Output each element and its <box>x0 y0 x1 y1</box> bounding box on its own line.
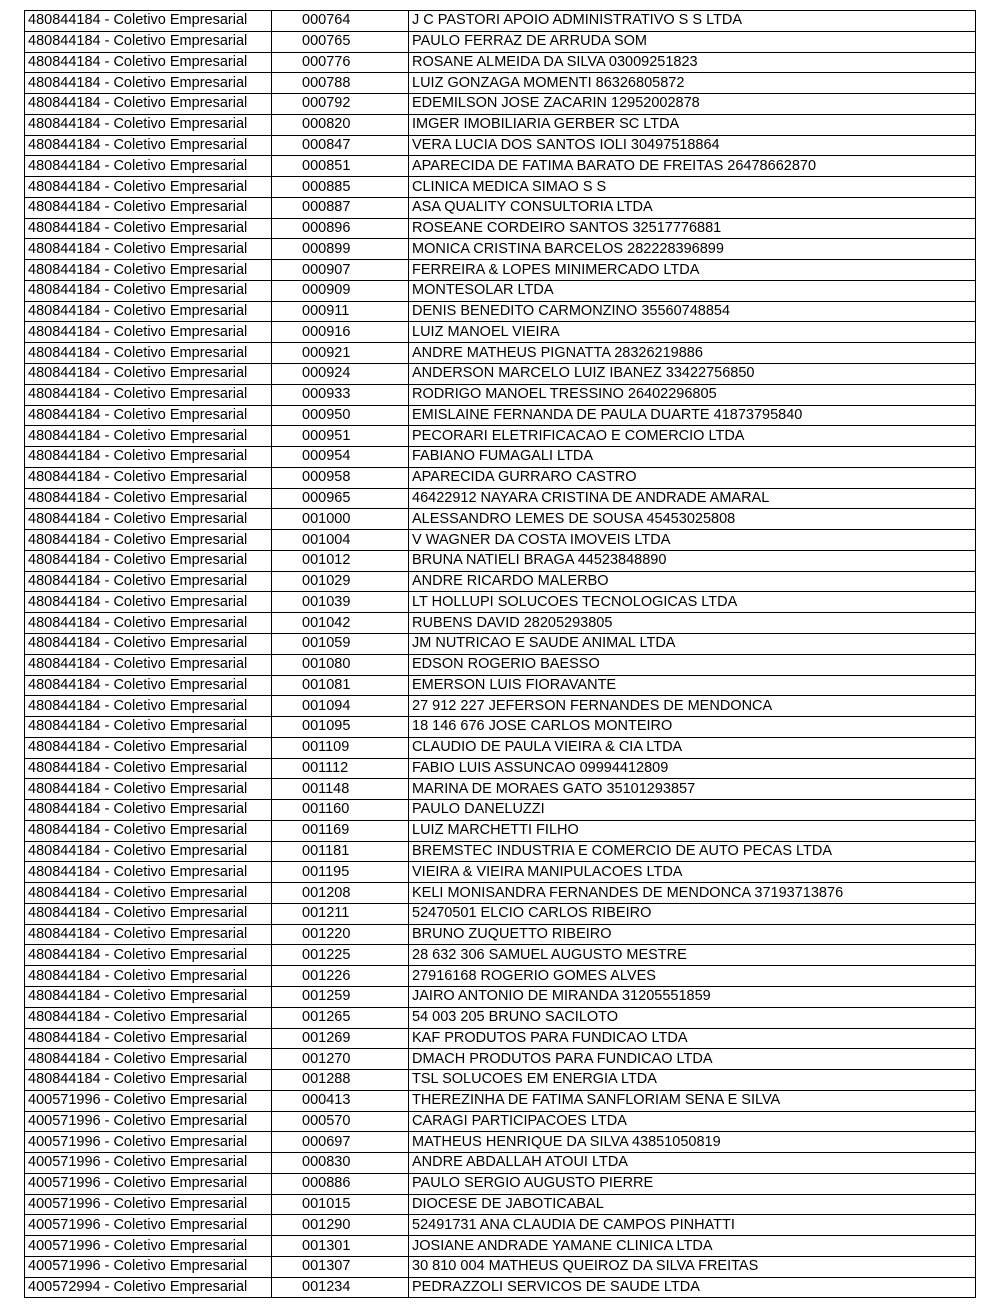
table-row <box>25 862 976 883</box>
name-cell: ANDRE ABDALLAH ATOUI LTDA <box>409 1153 976 1174</box>
code-cell: 000899 <box>272 239 409 260</box>
code-cell: 000764 <box>272 11 409 32</box>
contract-cell: 480844184 - Coletivo Empresarial <box>25 177 272 198</box>
table-row <box>25 613 976 634</box>
contract-cell: 480844184 - Coletivo Empresarial <box>25 737 272 758</box>
table-row <box>25 675 976 696</box>
table-row <box>25 654 976 675</box>
name-cell: ROSEANE CORDEIRO SANTOS 32517776881 <box>409 218 976 239</box>
code-cell: 000887 <box>272 197 409 218</box>
name-cell: FABIANO FUMAGALI LTDA <box>409 447 976 468</box>
code-cell: 001094 <box>272 696 409 717</box>
table-row <box>25 426 976 447</box>
code-cell: 001234 <box>272 1277 409 1298</box>
name-cell: APARECIDA GURRARO CASTRO <box>409 467 976 488</box>
table-row <box>25 550 976 571</box>
contract-cell: 400571996 - Coletivo Empresarial <box>25 1256 272 1277</box>
table-row <box>25 384 976 405</box>
contract-cell: 480844184 - Coletivo Empresarial <box>25 592 272 613</box>
code-cell: 000413 <box>272 1090 409 1111</box>
code-cell: 001015 <box>272 1194 409 1215</box>
table-row <box>25 571 976 592</box>
table-row <box>25 52 976 73</box>
table-row <box>25 633 976 654</box>
table-row <box>25 488 976 509</box>
code-cell: 000911 <box>272 301 409 322</box>
name-cell: MATHEUS HENRIQUE DA SILVA 43851050819 <box>409 1132 976 1153</box>
name-cell: ALESSANDRO LEMES DE SOUSA 45453025808 <box>409 509 976 530</box>
code-cell: 001288 <box>272 1070 409 1091</box>
name-cell: LT HOLLUPI SOLUCOES TECNOLOGICAS LTDA <box>409 592 976 613</box>
contract-cell: 400571996 - Coletivo Empresarial <box>25 1194 272 1215</box>
code-cell: 001029 <box>272 571 409 592</box>
contracts-table <box>24 10 976 1298</box>
code-cell: 001000 <box>272 509 409 530</box>
table-row <box>25 924 976 945</box>
code-cell: 001160 <box>272 800 409 821</box>
table-row <box>25 1256 976 1277</box>
table-row <box>25 197 976 218</box>
code-cell: 001301 <box>272 1236 409 1257</box>
code-cell: 001181 <box>272 841 409 862</box>
code-cell: 000907 <box>272 260 409 281</box>
name-cell: LUIZ GONZAGA MOMENTI 86326805872 <box>409 73 976 94</box>
code-cell: 000847 <box>272 135 409 156</box>
name-cell: 54 003 205 BRUNO SACILOTO <box>409 1007 976 1028</box>
table-row <box>25 1153 976 1174</box>
name-cell: JAIRO ANTONIO DE MIRANDA 31205551859 <box>409 986 976 1007</box>
name-cell: JOSIANE ANDRADE YAMANE CLINICA LTDA <box>409 1236 976 1257</box>
name-cell: VERA LUCIA DOS SANTOS IOLI 30497518864 <box>409 135 976 156</box>
contract-cell: 480844184 - Coletivo Empresarial <box>25 903 272 924</box>
code-cell: 001270 <box>272 1049 409 1070</box>
contract-cell: 480844184 - Coletivo Empresarial <box>25 633 272 654</box>
name-cell: CLINICA MEDICA SIMAO S S <box>409 177 976 198</box>
table-row <box>25 322 976 343</box>
code-cell: 001039 <box>272 592 409 613</box>
contract-cell: 480844184 - Coletivo Empresarial <box>25 488 272 509</box>
name-cell: EDSON ROGERIO BAESSO <box>409 654 976 675</box>
contract-cell: 480844184 - Coletivo Empresarial <box>25 239 272 260</box>
code-cell: 001290 <box>272 1215 409 1236</box>
code-cell: 001225 <box>272 945 409 966</box>
code-cell: 000570 <box>272 1111 409 1132</box>
code-cell: 001307 <box>272 1256 409 1277</box>
contract-cell: 480844184 - Coletivo Empresarial <box>25 883 272 904</box>
name-cell: RODRIGO MANOEL TRESSINO 26402296805 <box>409 384 976 405</box>
code-cell: 000921 <box>272 343 409 364</box>
name-cell: VIEIRA & VIEIRA MANIPULACOES LTDA <box>409 862 976 883</box>
contract-cell: 480844184 - Coletivo Empresarial <box>25 986 272 1007</box>
code-cell: 000885 <box>272 177 409 198</box>
table-row <box>25 758 976 779</box>
contract-cell: 480844184 - Coletivo Empresarial <box>25 52 272 73</box>
name-cell: EDEMILSON JOSE ZACARIN 12952002878 <box>409 94 976 115</box>
contract-cell: 480844184 - Coletivo Empresarial <box>25 613 272 634</box>
contract-cell: 480844184 - Coletivo Empresarial <box>25 1028 272 1049</box>
table-row <box>25 467 976 488</box>
name-cell: BRUNO ZUQUETTO RIBEIRO <box>409 924 976 945</box>
code-cell: 000896 <box>272 218 409 239</box>
contract-cell: 480844184 - Coletivo Empresarial <box>25 197 272 218</box>
table-row <box>25 1049 976 1070</box>
name-cell: KAF PRODUTOS PARA FUNDICAO LTDA <box>409 1028 976 1049</box>
code-cell: 001220 <box>272 924 409 945</box>
name-cell: BREMSTEC INDUSTRIA E COMERCIO DE AUTO PECAS LTDA <box>409 841 976 862</box>
name-cell: V WAGNER DA COSTA IMOVEIS LTDA <box>409 530 976 551</box>
code-cell: 000788 <box>272 73 409 94</box>
name-cell: ANDERSON MARCELO LUIZ IBANEZ 33422756850 <box>409 364 976 385</box>
contract-cell: 480844184 - Coletivo Empresarial <box>25 966 272 987</box>
name-cell: PECORARI ELETRIFICACAO E COMERCIO LTDA <box>409 426 976 447</box>
contracts-table-body <box>25 11 976 1298</box>
contract-cell: 400571996 - Coletivo Empresarial <box>25 1111 272 1132</box>
contract-cell: 480844184 - Coletivo Empresarial <box>25 696 272 717</box>
name-cell: CLAUDIO DE PAULA VIEIRA & CIA LTDA <box>409 737 976 758</box>
contract-cell: 480844184 - Coletivo Empresarial <box>25 301 272 322</box>
table-row <box>25 986 976 1007</box>
table-row <box>25 364 976 385</box>
name-cell: MONICA CRISTINA BARCELOS 282228396899 <box>409 239 976 260</box>
table-row <box>25 1173 976 1194</box>
contract-cell: 480844184 - Coletivo Empresarial <box>25 862 272 883</box>
code-cell: 000820 <box>272 114 409 135</box>
table-row <box>25 1215 976 1236</box>
contract-cell: 480844184 - Coletivo Empresarial <box>25 571 272 592</box>
table-row <box>25 135 976 156</box>
name-cell: 28 632 306 SAMUEL AUGUSTO MESTRE <box>409 945 976 966</box>
name-cell: FERREIRA & LOPES MINIMERCADO LTDA <box>409 260 976 281</box>
name-cell: FABIO LUIS ASSUNCAO 09994412809 <box>409 758 976 779</box>
name-cell: 30 810 004 MATHEUS QUEIROZ DA SILVA FREITAS <box>409 1256 976 1277</box>
name-cell: 27 912 227 JEFERSON FERNANDES DE MENDONCA <box>409 696 976 717</box>
contract-cell: 480844184 - Coletivo Empresarial <box>25 384 272 405</box>
table-row <box>25 1236 976 1257</box>
name-cell: ROSANE ALMEIDA DA SILVA 03009251823 <box>409 52 976 73</box>
contract-cell: 480844184 - Coletivo Empresarial <box>25 135 272 156</box>
contract-cell: 400571996 - Coletivo Empresarial <box>25 1173 272 1194</box>
table-row <box>25 966 976 987</box>
code-cell: 001269 <box>272 1028 409 1049</box>
contract-cell: 480844184 - Coletivo Empresarial <box>25 280 272 301</box>
name-cell: MARINA DE MORAES GATO 35101293857 <box>409 779 976 800</box>
contract-cell: 480844184 - Coletivo Empresarial <box>25 156 272 177</box>
contract-cell: 480844184 - Coletivo Empresarial <box>25 717 272 738</box>
code-cell: 001012 <box>272 550 409 571</box>
table-row <box>25 737 976 758</box>
contract-cell: 480844184 - Coletivo Empresarial <box>25 820 272 841</box>
code-cell: 000886 <box>272 1173 409 1194</box>
contract-cell: 480844184 - Coletivo Empresarial <box>25 1070 272 1091</box>
table-row <box>25 301 976 322</box>
table-row <box>25 94 976 115</box>
table-row <box>25 156 976 177</box>
code-cell: 001265 <box>272 1007 409 1028</box>
contract-cell: 480844184 - Coletivo Empresarial <box>25 675 272 696</box>
contract-cell: 480844184 - Coletivo Empresarial <box>25 405 272 426</box>
table-row <box>25 260 976 281</box>
contract-cell: 400571996 - Coletivo Empresarial <box>25 1153 272 1174</box>
contract-cell: 480844184 - Coletivo Empresarial <box>25 530 272 551</box>
code-cell: 001259 <box>272 986 409 1007</box>
code-cell: 001226 <box>272 966 409 987</box>
contract-cell: 480844184 - Coletivo Empresarial <box>25 426 272 447</box>
contract-cell: 480844184 - Coletivo Empresarial <box>25 509 272 530</box>
code-cell: 000916 <box>272 322 409 343</box>
table-row <box>25 11 976 32</box>
name-cell: IMGER IMOBILIARIA GERBER SC LTDA <box>409 114 976 135</box>
table-row <box>25 883 976 904</box>
code-cell: 001095 <box>272 717 409 738</box>
name-cell: LUIZ MANOEL VIEIRA <box>409 322 976 343</box>
table-row <box>25 280 976 301</box>
code-cell: 000851 <box>272 156 409 177</box>
code-cell: 000776 <box>272 52 409 73</box>
table-row <box>25 114 976 135</box>
contract-cell: 480844184 - Coletivo Empresarial <box>25 260 272 281</box>
table-row <box>25 239 976 260</box>
name-cell: 46422912 NAYARA CRISTINA DE ANDRADE AMARAL <box>409 488 976 509</box>
table-row <box>25 177 976 198</box>
code-cell: 000924 <box>272 364 409 385</box>
table-row <box>25 800 976 821</box>
table-row <box>25 1070 976 1091</box>
contract-cell: 400571996 - Coletivo Empresarial <box>25 1215 272 1236</box>
table-row <box>25 696 976 717</box>
table-row <box>25 841 976 862</box>
name-cell: ANDRE MATHEUS PIGNATTA 28326219886 <box>409 343 976 364</box>
contract-cell: 480844184 - Coletivo Empresarial <box>25 1049 272 1070</box>
contract-cell: 480844184 - Coletivo Empresarial <box>25 1007 272 1028</box>
table-row <box>25 405 976 426</box>
contract-cell: 480844184 - Coletivo Empresarial <box>25 322 272 343</box>
name-cell: DMACH PRODUTOS PARA FUNDICAO LTDA <box>409 1049 976 1070</box>
name-cell: DIOCESE DE JABOTICABAL <box>409 1194 976 1215</box>
code-cell: 000792 <box>272 94 409 115</box>
name-cell: EMERSON LUIS FIORAVANTE <box>409 675 976 696</box>
table-row <box>25 218 976 239</box>
contract-cell: 480844184 - Coletivo Empresarial <box>25 467 272 488</box>
name-cell: BRUNA NATIELI BRAGA 44523848890 <box>409 550 976 571</box>
name-cell: ANDRE RICARDO MALERBO <box>409 571 976 592</box>
code-cell: 000954 <box>272 447 409 468</box>
code-cell: 000909 <box>272 280 409 301</box>
table-row <box>25 343 976 364</box>
contract-cell: 480844184 - Coletivo Empresarial <box>25 945 272 966</box>
table-row <box>25 509 976 530</box>
name-cell: THEREZINHA DE FATIMA SANFLORIAM SENA E SILVA <box>409 1090 976 1111</box>
name-cell: PAULO SERGIO AUGUSTO PIERRE <box>409 1173 976 1194</box>
table-row <box>25 1028 976 1049</box>
table-row <box>25 1194 976 1215</box>
contract-cell: 480844184 - Coletivo Empresarial <box>25 343 272 364</box>
code-cell: 000933 <box>272 384 409 405</box>
contract-cell: 480844184 - Coletivo Empresarial <box>25 447 272 468</box>
contract-cell: 480844184 - Coletivo Empresarial <box>25 11 272 32</box>
contract-cell: 480844184 - Coletivo Empresarial <box>25 94 272 115</box>
code-cell: 000830 <box>272 1153 409 1174</box>
contract-cell: 480844184 - Coletivo Empresarial <box>25 364 272 385</box>
contract-cell: 480844184 - Coletivo Empresarial <box>25 550 272 571</box>
contract-cell: 400572994 - Coletivo Empresarial <box>25 1277 272 1298</box>
code-cell: 000965 <box>272 488 409 509</box>
table-row <box>25 530 976 551</box>
name-cell: TSL SOLUCOES EM ENERGIA LTDA <box>409 1070 976 1091</box>
name-cell: EMISLAINE FERNANDA DE PAULA DUARTE 41873795840 <box>409 405 976 426</box>
table-row <box>25 1277 976 1298</box>
code-cell: 000765 <box>272 31 409 52</box>
code-cell: 001004 <box>272 530 409 551</box>
name-cell: RUBENS DAVID 28205293805 <box>409 613 976 634</box>
name-cell: APARECIDA DE FATIMA BARATO DE FREITAS 26478662870 <box>409 156 976 177</box>
contract-cell: 480844184 - Coletivo Empresarial <box>25 841 272 862</box>
contract-cell: 480844184 - Coletivo Empresarial <box>25 758 272 779</box>
code-cell: 000950 <box>272 405 409 426</box>
table-row <box>25 31 976 52</box>
name-cell: 18 146 676 JOSE CARLOS MONTEIRO <box>409 717 976 738</box>
code-cell: 001081 <box>272 675 409 696</box>
code-cell: 001148 <box>272 779 409 800</box>
name-cell: MONTESOLAR LTDA <box>409 280 976 301</box>
contract-cell: 480844184 - Coletivo Empresarial <box>25 114 272 135</box>
table-row <box>25 1090 976 1111</box>
code-cell: 001195 <box>272 862 409 883</box>
name-cell: J C PASTORI APOIO ADMINISTRATIVO S S LTDA <box>409 11 976 32</box>
contract-cell: 480844184 - Coletivo Empresarial <box>25 779 272 800</box>
table-row <box>25 820 976 841</box>
table-row <box>25 1111 976 1132</box>
name-cell: PAULO DANELUZZI <box>409 800 976 821</box>
name-cell: JM NUTRICAO E SAUDE ANIMAL LTDA <box>409 633 976 654</box>
code-cell: 001112 <box>272 758 409 779</box>
name-cell: 52491731 ANA CLAUDIA DE CAMPOS PINHATTI <box>409 1215 976 1236</box>
name-cell: KELI MONISANDRA FERNANDES DE MENDONCA 37193713876 <box>409 883 976 904</box>
name-cell: 27916168 ROGERIO GOMES ALVES <box>409 966 976 987</box>
name-cell: CARAGI PARTICIPACOES LTDA <box>409 1111 976 1132</box>
name-cell: ASA QUALITY CONSULTORIA LTDA <box>409 197 976 218</box>
table-row <box>25 779 976 800</box>
name-cell: LUIZ MARCHETTI FILHO <box>409 820 976 841</box>
contract-cell: 480844184 - Coletivo Empresarial <box>25 218 272 239</box>
code-cell: 001080 <box>272 654 409 675</box>
table-row <box>25 447 976 468</box>
contract-cell: 480844184 - Coletivo Empresarial <box>25 73 272 94</box>
table-row <box>25 1132 976 1153</box>
code-cell: 001208 <box>272 883 409 904</box>
contract-cell: 480844184 - Coletivo Empresarial <box>25 800 272 821</box>
code-cell: 001059 <box>272 633 409 654</box>
code-cell: 001042 <box>272 613 409 634</box>
code-cell: 001169 <box>272 820 409 841</box>
name-cell: 52470501 ELCIO CARLOS RIBEIRO <box>409 903 976 924</box>
contract-cell: 480844184 - Coletivo Empresarial <box>25 654 272 675</box>
code-cell: 001211 <box>272 903 409 924</box>
contract-cell: 400571996 - Coletivo Empresarial <box>25 1090 272 1111</box>
name-cell: DENIS BENEDITO CARMONZINO 35560748854 <box>409 301 976 322</box>
code-cell: 000697 <box>272 1132 409 1153</box>
table-row <box>25 1007 976 1028</box>
contract-cell: 400571996 - Coletivo Empresarial <box>25 1132 272 1153</box>
table-row <box>25 717 976 738</box>
table-row <box>25 73 976 94</box>
code-cell: 001109 <box>272 737 409 758</box>
contract-cell: 400571996 - Coletivo Empresarial <box>25 1236 272 1257</box>
contract-cell: 480844184 - Coletivo Empresarial <box>25 31 272 52</box>
table-row <box>25 945 976 966</box>
code-cell: 000958 <box>272 467 409 488</box>
contract-cell: 480844184 - Coletivo Empresarial <box>25 924 272 945</box>
table-row <box>25 592 976 613</box>
name-cell: PAULO FERRAZ DE ARRUDA SOM <box>409 31 976 52</box>
table-row <box>25 903 976 924</box>
name-cell: PEDRAZZOLI SERVICOS DE SAUDE LTDA <box>409 1277 976 1298</box>
code-cell: 000951 <box>272 426 409 447</box>
